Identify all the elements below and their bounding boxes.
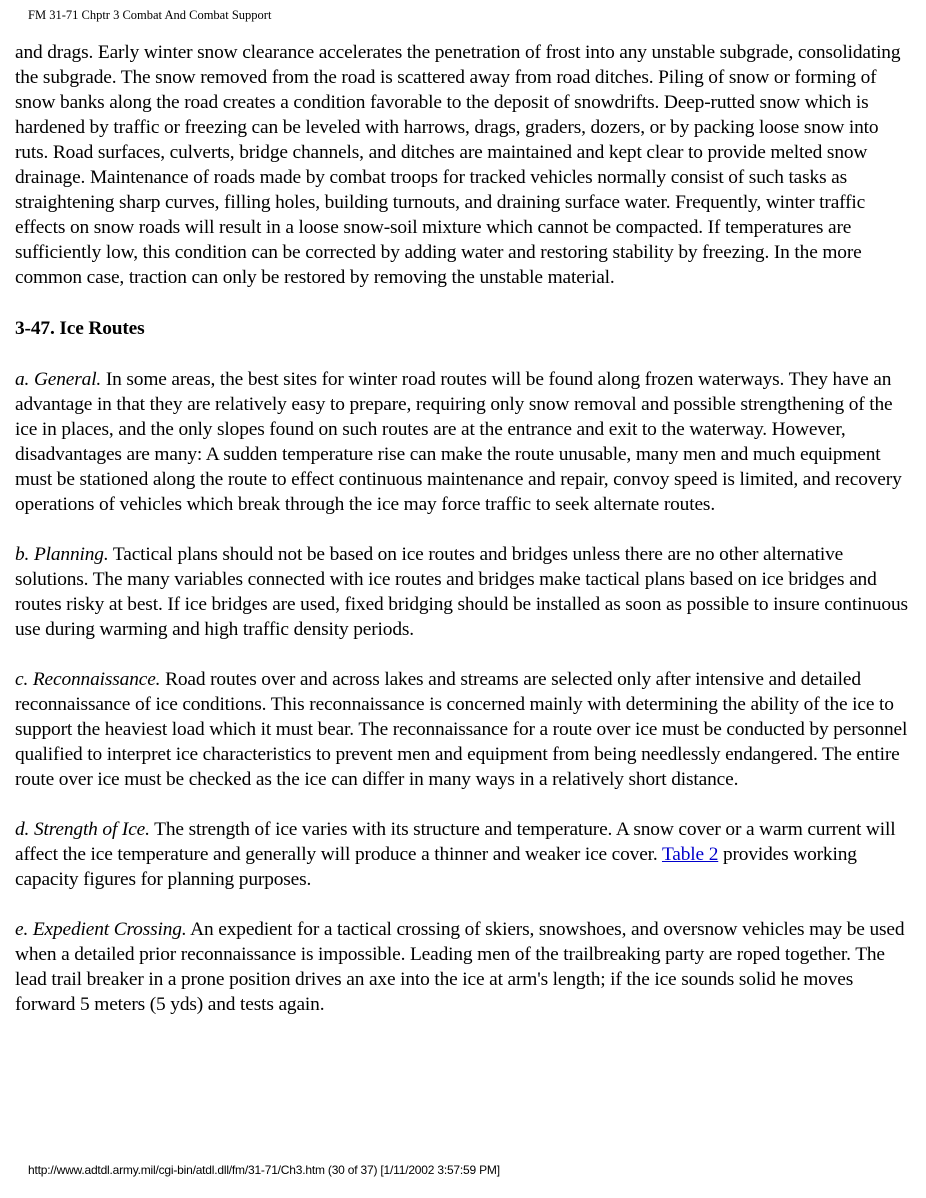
paragraph-text-strength-of-ice-after: provides working capacity figures for planning purposes.: [15, 844, 857, 890]
paragraph-reconnaissance: [15, 667, 915, 792]
document-body: [15, 40, 915, 1042]
paragraph-strength-of-ice: [15, 817, 915, 892]
paragraph-general: [15, 367, 915, 517]
paragraph-text-strength-of-ice: The strength of ice varies with its structure and temperature. A snow cover or a warm current will affect the ice temperature and generally will produce a thinner and weaker ice cover.: [15, 819, 896, 865]
continuation-paragraph: and drags. Early winter snow clearance accelerates the penetration of frost into any unstable subgrade, consolidating the subgrade. The snow removed from the road is scattered away from road ditches. Piling of snow or forming of snow banks along the road creates a condition favorable to the deposit of snowdrifts. Deep-rutted snow which is hardened by traffic or freezing can be leveled with harrows, drags, graders, dozers, or by packing loose snow into ruts. Road surfaces, culverts, bridge channels, and ditches are maintained and kept clear to provide melted snow drainage. Maintenance of roads made by combat troops for tracked vehicles normally consist of such tasks as straightening sharp curves, filling holes, building turnouts, and draining surface water. Frequently, winter traffic effects on snow roads will result in a loose snow-soil mixture which cannot be compacted. If temperatures are sufficiently low, this condition can be corrected by adding water and restoring stability by freezing. In the more common case, traction can only be restored by removing the unstable material.: [15, 42, 901, 288]
paragraph-expedient-crossing: [15, 917, 915, 1017]
paragraph-planning: [15, 542, 915, 642]
page-header-title: FM 31-71 Chptr 3 Combat And Combat Support: [28, 8, 272, 22]
paragraph-label-planning: b. Planning.: [15, 544, 109, 565]
paragraph-text-general: In some areas, the best sites for winter road routes will be found along frozen waterways. They have an advantage in that they are relatively easy to prepare, requiring only snow removal and possible strengthening of the ice in places, and the only slopes found on such routes are at the entrance and exit to the waterway. However, disadvantages are many: A sudden temperature rise can make the route unusable, many men and much equipment must be stationed along the route to effect continuous maintenance and repair, convoy speed is limited, and recovery operations of vehicles which break through the ice may force traffic to seek alternate routes.: [15, 369, 902, 515]
paragraph-text-reconnaissance: Road routes over and across lakes and streams are selected only after intensive and detailed reconnaissance of ice conditions. This reconnaissance is concerned mainly with determining the ability of the ice to support the heaviest load which it must bear. The reconnaissance for a route over ice must be conducted by personnel qualified to interpret ice characteristics to prevent men and equipment from being needlessly endangered. The entire route over ice must be checked as the ice can differ in many ways in a relatively short distance.: [15, 669, 908, 790]
section-heading: 3-47. Ice Routes: [15, 318, 145, 339]
paragraph-text-planning: Tactical plans should not be based on ice routes and bridges unless there are no other alternative solutions. The many variables connected with ice routes and bridges make tactical plans based on ice bridges and routes risky at best. If ice bridges are used, fixed bridging should be installed as soon as possible to insure continuous use during warming and high traffic density periods.: [15, 544, 908, 640]
paragraph-label-expedient-crossing: e. Expedient Crossing.: [15, 919, 187, 940]
table-2-link[interactable]: Table 2: [661, 844, 719, 865]
paragraph-label-general: a. General.: [15, 369, 102, 390]
page-footer-url: http://www.adtdl.army.mil/cgi-bin/atdl.dll/fm/31-71/Ch3.htm (30 of 37) [1/11/2002 3:57:59 PM]: [28, 1163, 500, 1177]
paragraph-text-expedient-crossing: An expedient for a tactical crossing of skiers, snowshoes, and oversnow vehicles may be used when a detailed prior reconnaissance is impossible. Leading men of the trailbreaking party are roped together. The lead trail breaker in a prone position drives an axe into the ice at arm's length; if the ice sounds solid he moves forward 5 meters (5 yds) and tests again.: [15, 919, 905, 1015]
paragraph-label-reconnaissance: c. Reconnaissance.: [15, 669, 161, 690]
paragraph-label-strength-of-ice: d. Strength of Ice.: [15, 819, 150, 840]
